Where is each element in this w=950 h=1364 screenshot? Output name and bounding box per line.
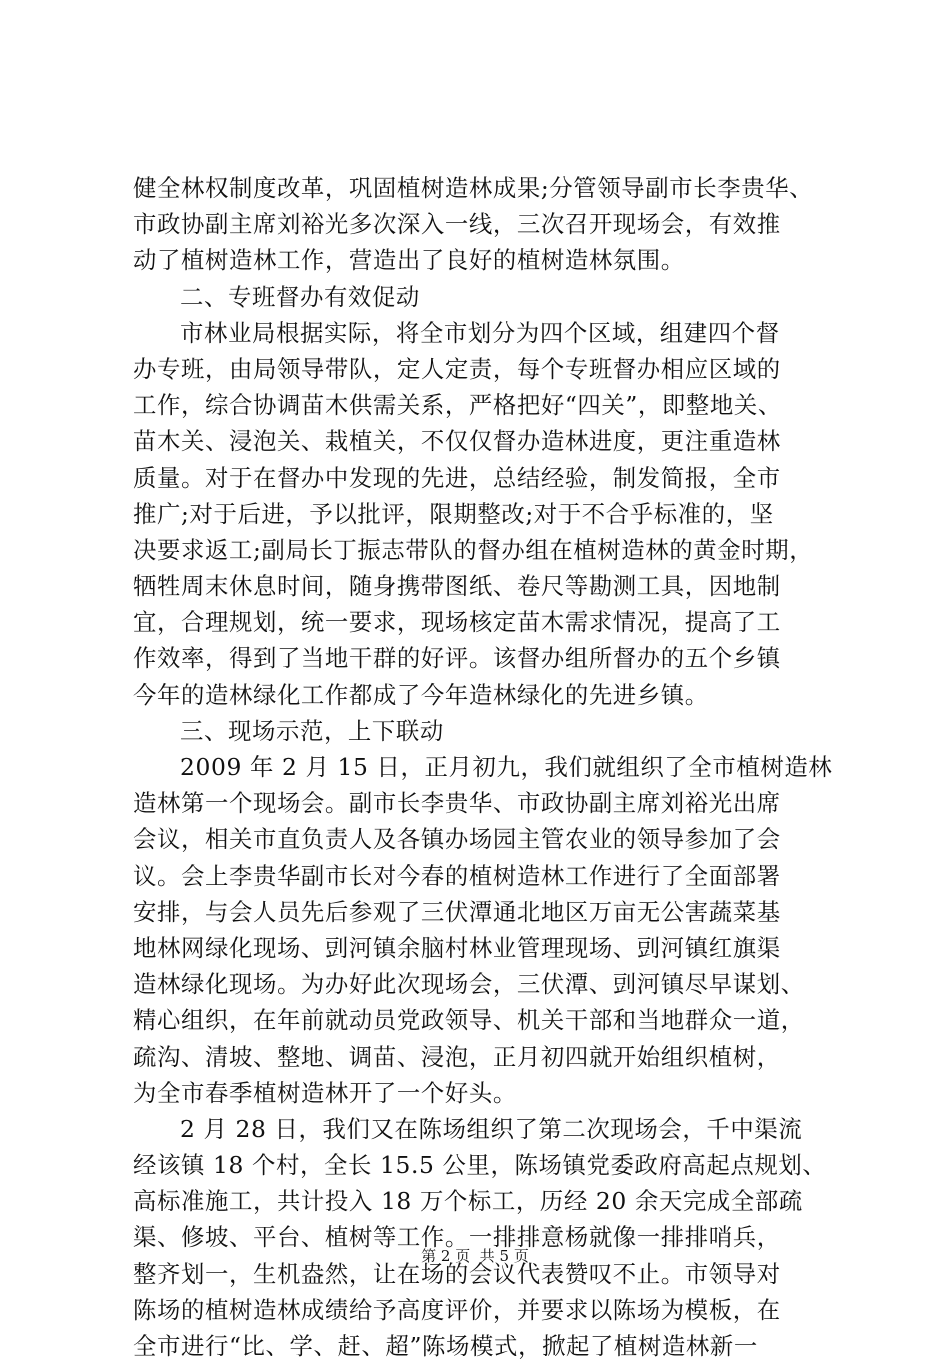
page-footer — [0, 1246, 950, 1266]
text-line: 办专班，由局领导带队，定人定责，每个专班督办相应区域的 — [133, 354, 781, 383]
text-line: 三、现场示范，上下联动 — [180, 716, 444, 745]
text-line: 议。会上李贵华副市长对今春的植树造林工作进行了全面部署 — [133, 861, 781, 890]
text-line: 作效率，得到了当地干群的好评。该督办组所督办的五个乡镇 — [133, 644, 781, 673]
text-line: 动了植树造林工作，营造出了良好的植树造林氛围。 — [133, 246, 685, 275]
text-line: 会议，相关市直负责人及各镇办场园主管农业的领导参加了会 — [133, 825, 781, 854]
text-line: 2 月 28 日，我们又在陈场组织了第二次现场会，千中渠流 — [180, 1114, 803, 1143]
document-body — [133, 170, 833, 1364]
text-line: 市林业局根据实际，将全市划分为四个区域，组建四个督 — [180, 318, 780, 347]
text-line: 为全市春季植树造林开了一个好头。 — [133, 1078, 517, 1107]
text-line: 陈场的植树造林成绩给予高度评价，并要求以陈场为模板，在 — [133, 1295, 781, 1324]
text-line: 造林绿化现场。为办好此次现场会，三伏潭、剅河镇尽早谋划、 — [133, 970, 805, 999]
text-line: 高标准施工，共计投入 18 万个标工，历经 20 余天完成全部疏 — [133, 1187, 803, 1216]
text-line: 今年的造林绿化工作都成了今年造林绿化的先进乡镇。 — [133, 680, 709, 709]
text-line: 渠、修坡、平台、植树等工作。一排排意杨就像一排排哨兵， — [133, 1223, 781, 1252]
text-line: 2009 年 2 月 15 日，正月初九，我们就组织了全市植树造林 — [180, 753, 833, 781]
text-line: 造林第一个现场会。副市长李贵华、市政协副主席刘裕光出席 — [133, 789, 781, 818]
text-line: 决要求返工;副局长丁振志带队的督办组在植树造林的黄金时期， — [133, 535, 814, 564]
text-line: 安排，与会人员先后参观了三伏潭通北地区万亩无公害蔬菜基 — [133, 897, 781, 926]
text-line: 经该镇 18 个村，全长 15.5 公里，陈场镇党委政府高起点规划、 — [133, 1151, 827, 1180]
text-line: 市政协副主席刘裕光多次深入一线，三次召开现场会，有效推 — [133, 210, 781, 239]
text-line: 工作，综合协调苗木供需关系，严格把好“四关”，即整地关、 — [133, 391, 782, 420]
text-line: 质量。对于在督办中发现的先进，总结经验，制发简报，全市 — [133, 463, 781, 492]
text-line: 二、专班督办有效促动 — [180, 282, 420, 311]
text-line: 精心组织，在年前就动员党政领导、机关干部和当地群众一道， — [133, 1006, 805, 1035]
text-line: 地林网绿化现场、剅河镇余脑村林业管理现场、剅河镇红旗渠 — [133, 933, 781, 962]
text-line: 全市进行“比、学、赶、超”陈场模式，掀起了植树造林新一 — [133, 1332, 758, 1360]
text-line: 宜，合理规划，统一要求，现场核定苗木需求情况，提高了工 — [133, 608, 781, 637]
text-line: 牺牲周末休息时间，随身携带图纸、卷尺等勘测工具，因地制 — [133, 572, 781, 601]
text-line: 健全林权制度改革，巩固植树造林成果;分管领导副市长李贵华、 — [133, 174, 814, 202]
text-line: 整齐划一，生机盎然，让在场的会议代表赞叹不止。市领导对 — [133, 1259, 781, 1288]
text-line: 推广;对于后进，予以批评，限期整改;对于不合乎标准的，坚 — [133, 499, 774, 528]
text-line: 苗木关、浸泡关、栽植关，不仅仅督办造林进度，更注重造林 — [133, 427, 781, 456]
text-line: 疏沟、清坡、整地、调苗、浸泡，正月初四就开始组织植树， — [133, 1042, 781, 1071]
page-number-label: 第 2 页 共 5 页 — [421, 1247, 529, 1265]
